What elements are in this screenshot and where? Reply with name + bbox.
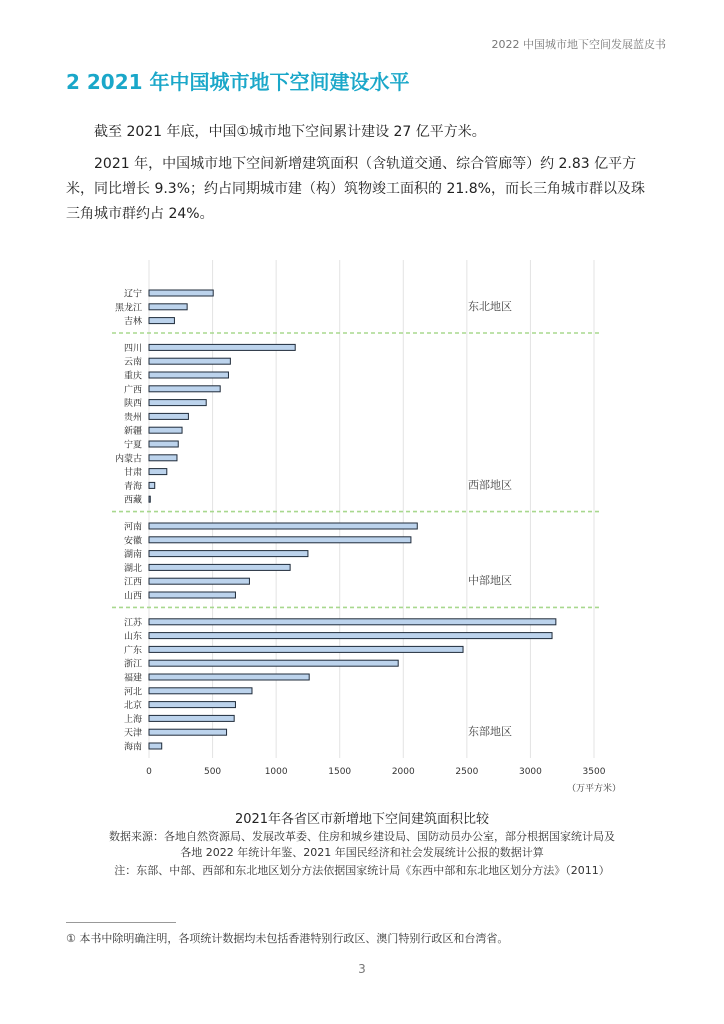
footnote-divider (66, 922, 176, 923)
category-label-陕西: 陕西 (123, 399, 142, 410)
category-label-广东: 广东 (123, 645, 142, 656)
bar-甘肃 (149, 469, 167, 475)
x-tick-label-500: 500 (203, 767, 222, 777)
bar-浙江 (149, 660, 398, 666)
category-label-天津: 天津 (123, 728, 142, 739)
category-label-河南: 河南 (123, 522, 142, 533)
paragraph-1: 截至 2021 年底，中国①城市地下空间累计建设 27 亿平方米。 (94, 124, 486, 140)
bar-重庆 (149, 372, 228, 378)
category-label-湖南: 湖南 (123, 550, 142, 561)
category-label-西藏: 西藏 (123, 495, 142, 506)
category-label-湖北: 湖北 (123, 563, 142, 574)
x-tick-label-2500: 2500 (455, 767, 479, 777)
section-title: 2 2021 年中国城市地下空间建设水平 (66, 70, 410, 94)
chart-caption-note: 注：东部、中部、西部和东北地区划分方法依据国家统计局《东西中部和东北地区划分方法》（2011） (114, 864, 610, 877)
chart-source-line-2: 各地 2022 年统计年鉴、2021 年国民经济和社会发展统计公报的数据计算 (180, 846, 544, 859)
category-label-甘肃: 甘肃 (123, 468, 142, 479)
bar-天津 (149, 729, 227, 735)
category-label-重庆: 重庆 (123, 371, 142, 382)
bar-云南 (149, 358, 230, 364)
chart-caption-title: 2021年各省区市新增地下空间建筑面积比较 (234, 812, 490, 827)
group-label-中部地区: 中部地区 (468, 574, 512, 588)
category-label-辽宁: 辽宁 (123, 289, 142, 300)
group-label-东部地区: 东部地区 (468, 725, 512, 739)
paragraph-2: 2021 年，中国城市地下空间新增建筑面积（含轨道交通、综合管廊等）约 2.83 亿平方米，同比增长 9.3%；约占同期城市建（构）筑物竣工面积的 21.8%，而长三角城市群以及珠三角城市群约占 24%。 (66, 156, 645, 222)
category-label-江苏: 江苏 (123, 618, 142, 629)
category-label-云南: 云南 (123, 357, 142, 368)
bar-福建 (149, 674, 309, 680)
category-label-山西: 山西 (123, 591, 142, 602)
bar-河北 (149, 688, 252, 694)
bar-chart (98, 258, 626, 798)
group-label-西部地区: 西部地区 (468, 478, 512, 492)
bar-辽宁 (149, 290, 213, 296)
x-tick-label-3500: 3500 (582, 767, 606, 777)
bar-湖南 (149, 551, 308, 557)
category-label-黑龙江: 黑龙江 (114, 303, 142, 314)
bar-陕西 (149, 400, 206, 406)
category-label-四川: 四川 (123, 343, 142, 354)
category-label-河北: 河北 (123, 687, 142, 698)
bar-山西 (149, 592, 235, 598)
bar-山东 (149, 633, 552, 639)
bar-新疆 (149, 427, 182, 433)
bar-北京 (149, 702, 235, 708)
category-label-江西: 江西 (123, 577, 142, 588)
chart-source-line-1: 数据来源：各地自然资源局、发展改革委、住房和城乡建设局、国防动员办公室，部分根据国家统计局及 (109, 830, 615, 843)
x-axis-unit-label: （万平方米） (566, 784, 622, 794)
bar-青海 (149, 482, 155, 488)
category-label-新疆: 新疆 (123, 426, 142, 437)
footnote: ① 本书中除明确注明，各项统计数据均未包括香港特别行政区、澳门特别行政区和台湾省。 (66, 932, 509, 945)
category-label-浙江: 浙江 (123, 659, 142, 670)
bar-河南 (149, 523, 417, 529)
bar-海南 (149, 743, 162, 749)
bar-内蒙古 (149, 455, 177, 461)
x-tick-label-1500: 1500 (328, 767, 352, 777)
chart-caption-source (0, 829, 724, 861)
category-label-安徽: 安徽 (123, 536, 142, 547)
category-label-贵州: 贵州 (123, 412, 142, 423)
category-label-海南: 海南 (123, 742, 142, 753)
group-label-东北地区: 东北地区 (468, 299, 512, 313)
bar-宁夏 (149, 441, 178, 447)
bar-贵州 (149, 413, 188, 419)
page-number: 3 (358, 962, 366, 976)
category-label-福建: 福建 (123, 673, 142, 684)
bar-江苏 (149, 619, 556, 625)
category-label-内蒙古: 内蒙古 (114, 454, 142, 465)
bar-广东 (149, 646, 463, 652)
bar-西藏 (149, 496, 150, 502)
bar-广西 (149, 386, 220, 392)
bar-安徽 (149, 537, 411, 543)
x-tick-label-1000: 1000 (264, 767, 288, 777)
bar-吉林 (149, 318, 174, 324)
category-label-山东: 山东 (123, 632, 142, 643)
category-label-上海: 上海 (123, 714, 142, 725)
category-label-广西: 广西 (123, 385, 142, 396)
category-label-吉林: 吉林 (123, 317, 142, 328)
bar-黑龙江 (149, 304, 187, 310)
bar-上海 (149, 715, 234, 721)
x-tick-label-0: 0 (146, 767, 152, 777)
x-tick-label-3000: 3000 (518, 767, 542, 777)
bar-江西 (149, 578, 249, 584)
category-label-北京: 北京 (123, 701, 142, 712)
category-label-宁夏: 宁夏 (123, 440, 142, 451)
x-tick-label-2000: 2000 (391, 767, 415, 777)
bar-四川 (149, 344, 295, 350)
running-header: 2022 中国城市地下空间发展蓝皮书 (491, 38, 666, 51)
bar-湖北 (149, 564, 290, 570)
category-label-青海: 青海 (123, 481, 142, 492)
